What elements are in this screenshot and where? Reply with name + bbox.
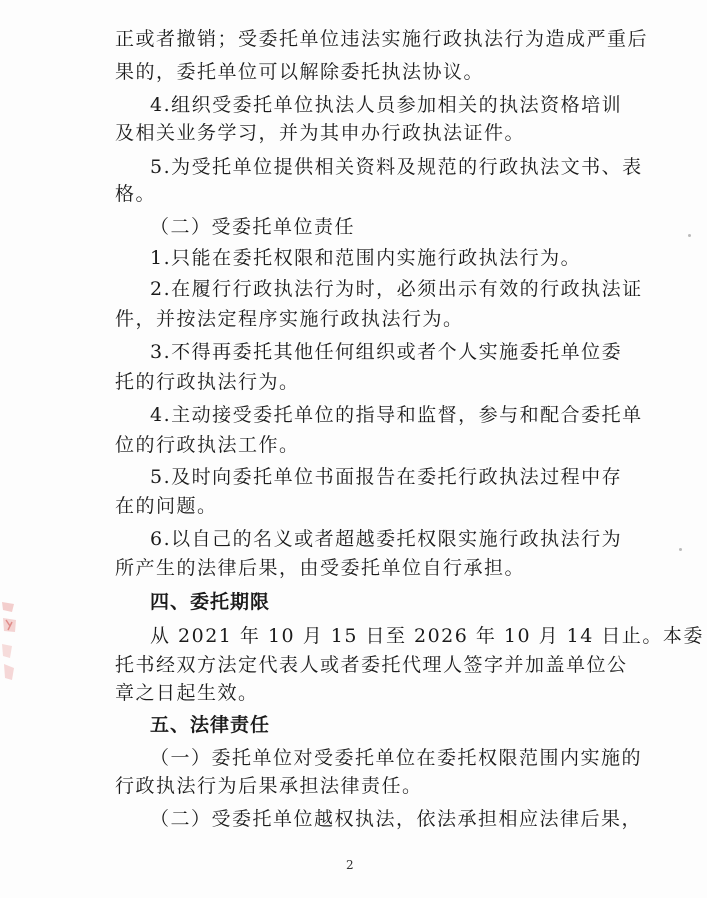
section-subheading: （二）受委托单位责任 bbox=[150, 216, 356, 238]
text-line: 件，并按法定程序实施行政执法行为。 bbox=[115, 308, 464, 330]
text-line: 托书经双方法定代表人或者委托代理人签字并加盖单位公 bbox=[115, 654, 628, 676]
text-line: 所产生的法律后果，由受委托单位自行承担。 bbox=[115, 557, 526, 579]
text-line: （二）受委托单位越权执法，依法承担相应法律后果， bbox=[150, 808, 643, 830]
scan-speck bbox=[688, 234, 691, 237]
text-line: 4.组织受委托单位执法人员参加相关的执法资格培训 bbox=[150, 94, 623, 116]
text-line: 从 2021 年 10 月 15 日至 2026 年 10 月 14 日止。本委 bbox=[150, 625, 704, 647]
text-line: 2.在履行行政执法行为时，必须出示有效的行政执法证 bbox=[150, 278, 643, 300]
seal-stamp-fragment bbox=[0, 598, 20, 690]
text-line: 正或者撤销；受委托单位违法实施行政执法行为造成严重后 bbox=[115, 28, 649, 50]
text-line: 在的问题。 bbox=[115, 495, 218, 517]
section-heading-term: 四、委托期限 bbox=[150, 591, 271, 613]
text-line: 章之日起生效。 bbox=[115, 682, 259, 704]
text-line: 托的行政执法行为。 bbox=[115, 371, 300, 393]
text-line: 5.为受托单位提供相关资料及规范的行政执法文书、表 bbox=[150, 156, 643, 178]
text-line: 位的行政执法工作。 bbox=[115, 434, 300, 456]
text-line: 1.只能在委托权限和范围内实施行政执法行为。 bbox=[150, 247, 582, 269]
text-line: 5.及时向委托单位书面报告在委托行政执法过程中存 bbox=[150, 466, 623, 488]
text-line: 行政执法行为后果承担法律责任。 bbox=[115, 775, 423, 797]
text-line: 格。 bbox=[115, 183, 157, 205]
text-line: 4.主动接受委托单位的指导和监督，参与和配合委托单 bbox=[150, 404, 643, 426]
section-heading-liability: 五、法律责任 bbox=[150, 714, 271, 736]
page-number: 2 bbox=[346, 858, 354, 872]
text-line: 3.不得再委托其他任何组织或者个人实施委托单位委 bbox=[150, 341, 623, 363]
text-line: （一）委托单位对受委托单位在委托权限范围内实施的 bbox=[150, 747, 643, 769]
text-line: 6.以自己的名义或者超越委托权限实施行政执法行为 bbox=[150, 528, 623, 550]
scan-speck bbox=[679, 548, 682, 551]
text-line: 及相关业务学习，并为其申办行政执法证件。 bbox=[115, 122, 526, 144]
text-line: 果的，委托单位可以解除委托执法协议。 bbox=[115, 61, 485, 83]
